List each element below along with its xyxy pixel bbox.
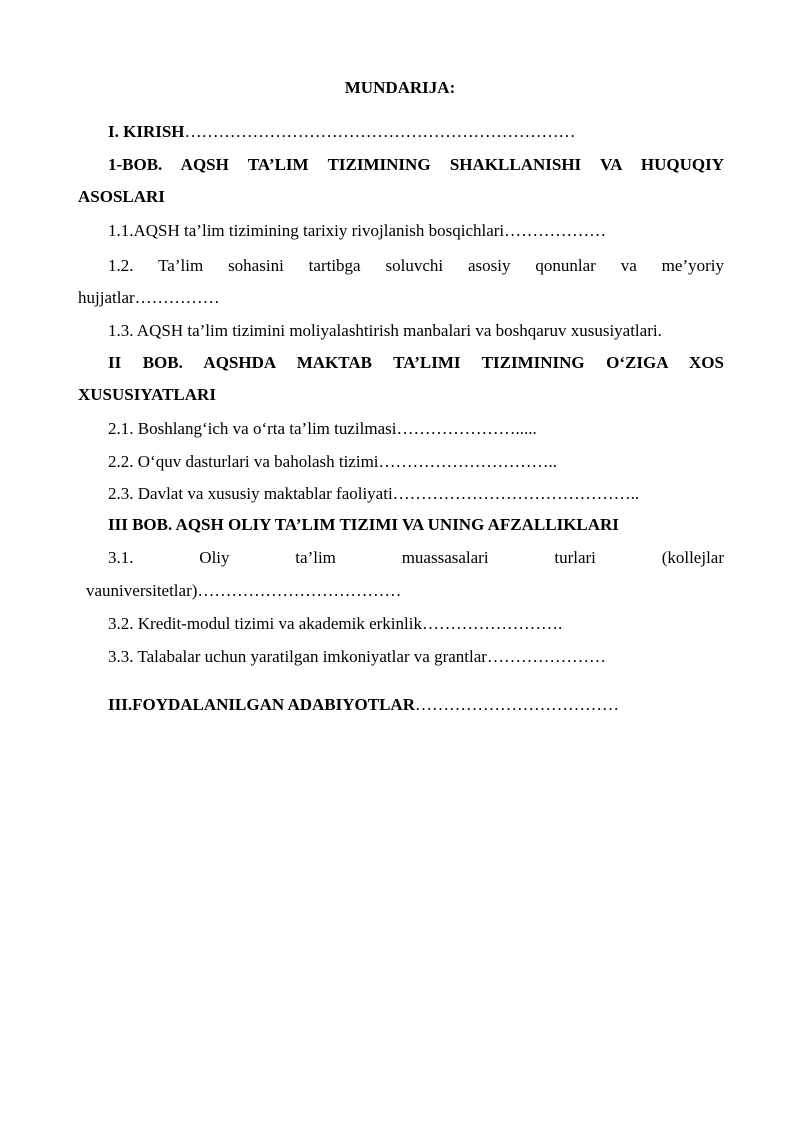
toc-section-3-2: 3.2. Kredit-modul tizimi va akademik erkinlik……………………. — [108, 614, 563, 633]
toc-entry-references-label: III.FOYDALANILGAN ADABIYOTLAR — [108, 695, 415, 714]
toc-section-3-1-line1: 3.1. Oliy ta’lim muassasalari turlari (kollejlar — [108, 548, 724, 567]
toc-section-2-1: 2.1. Boshlang‘ich va o‘rta ta’lim tuzilmasi…………………..... — [108, 419, 537, 438]
toc-entry-intro-leader: …………………………………………………………… — [184, 122, 576, 141]
toc-section-3-1-line2: vauniversitetlar)……………………………… — [86, 581, 402, 600]
toc-chapter1-line2: ASOSLARI — [78, 187, 165, 206]
toc-section-1-1: 1.1.AQSH ta’lim tizimining tarixiy rivojlanish bosqichlari……………… — [108, 221, 607, 240]
toc-section-1-2-line2: hujjatlar…………… — [78, 288, 220, 307]
toc-chapter3: III BOB. AQSH OLIY TA’LIM TIZIMI VA UNING AFZALLIKLARI — [108, 515, 619, 534]
toc-section-3-3: 3.3. Talabalar uchun yaratilgan imkoniyatlar va grantlar………………… — [108, 647, 606, 666]
toc-title: MUNDARIJA: — [344, 78, 456, 97]
toc-entry-references — [108, 694, 619, 716]
toc-chapter2-line2: XUSUSIYATLARI — [78, 385, 216, 404]
toc-entry-intro — [108, 121, 576, 143]
toc-section-1-2-line1: 1.2. Ta’lim sohasini tartibga soluvchi asosiy qonunlar va me’yoriy — [108, 256, 724, 275]
toc-section-2-2: 2.2. O‘quv dasturlari va baholash tizimi………………………….. — [108, 452, 558, 471]
toc-chapter1-line1: 1-BOB. AQSH TA’LIM TIZIMINING SHAKLLANISHI VA HUQUQIY — [108, 155, 724, 174]
toc-entry-references-leader: ……………………………… — [415, 695, 619, 714]
toc-entry-intro-label: I. KIRISH — [108, 122, 185, 141]
toc-chapter2-line1: II BOB. AQSHDA MAKTAB TA’LIMI TIZIMINING O‘ZIGA XOS — [108, 353, 724, 372]
toc-section-2-3: 2.3. Davlat va xususiy maktablar faoliyati…………………………………….. — [108, 484, 640, 503]
toc-section-1-3: 1.3. AQSH ta’lim tizimini moliyalashtirish manbalari va boshqaruv xususiyatlari. — [108, 321, 662, 340]
